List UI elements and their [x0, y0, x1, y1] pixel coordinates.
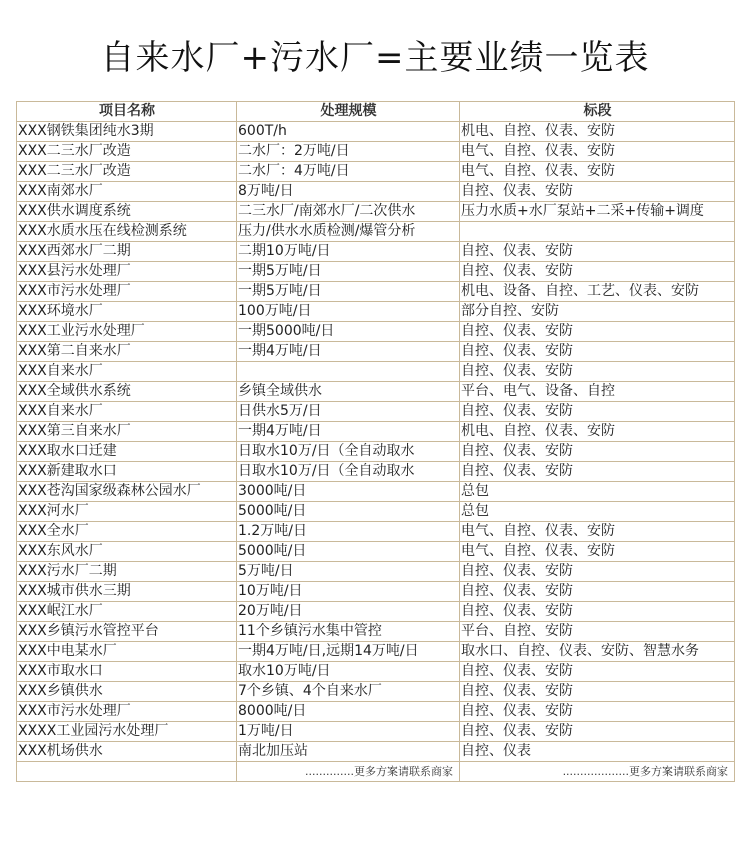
cell-bid-section: 自控、仪表、安防	[460, 462, 735, 482]
table-row	[17, 382, 735, 402]
table-row	[17, 142, 735, 162]
cell-bid-section: 自控、仪表、安防	[460, 682, 735, 702]
cell-processing-scale: 乡镇全域供水	[237, 382, 460, 402]
cell-project-name: XXX全水厂	[17, 522, 237, 542]
cell-project-name: XXX环境水厂	[17, 302, 237, 322]
cell-processing-scale: 二期10万吨/日	[237, 242, 460, 262]
cell-processing-scale: 一期4万吨/日	[237, 422, 460, 442]
cell-processing-scale: 10万吨/日	[237, 582, 460, 602]
cell-bid-section: 机电、设备、自控、工艺、仪表、安防	[460, 282, 735, 302]
footer-more-plans-note: ...................更多方案请联系商家	[460, 762, 735, 782]
cell-bid-section: 自控、仪表、安防	[460, 362, 735, 382]
header-bid-section: 标段	[460, 102, 735, 122]
cell-bid-section: 机电、自控、仪表、安防	[460, 422, 735, 442]
cell-bid-section: 电气、自控、仪表、安防	[460, 162, 735, 182]
cell-bid-section: 平台、电气、设备、自控	[460, 382, 735, 402]
cell-bid-section: 电气、自控、仪表、安防	[460, 142, 735, 162]
cell-project-name: XXX第二自来水厂	[17, 342, 237, 362]
cell-bid-section: 自控、仪表、安防	[460, 722, 735, 742]
table-row	[17, 602, 735, 622]
cell-bid-section: 平台、自控、安防	[460, 622, 735, 642]
table-row	[17, 402, 735, 422]
table-row	[17, 642, 735, 662]
cell-project-name: XXX苍沟国家级森林公园水厂	[17, 482, 237, 502]
cell-project-name: XXX污水厂二期	[17, 562, 237, 582]
cell-project-name: XXX第三自来水厂	[17, 422, 237, 442]
cell-bid-section: 电气、自控、仪表、安防	[460, 522, 735, 542]
cell-processing-scale: 取水10万吨/日	[237, 662, 460, 682]
table-row	[17, 422, 735, 442]
cell-project-name: XXX乡镇污水管控平台	[17, 622, 237, 642]
table-row	[17, 502, 735, 522]
cell-processing-scale: 3000吨/日	[237, 482, 460, 502]
cell-bid-section: 自控、仪表、安防	[460, 262, 735, 282]
cell-processing-scale: 南北加压站	[237, 742, 460, 762]
table-row	[17, 182, 735, 202]
cell-processing-scale: 一期5万吨/日	[237, 282, 460, 302]
table-row	[17, 622, 735, 642]
table-row	[17, 662, 735, 682]
table-body	[17, 122, 735, 762]
cell-bid-section: 自控、仪表、安防	[460, 242, 735, 262]
cell-processing-scale: 日供水5万/日	[237, 402, 460, 422]
table-row	[17, 162, 735, 182]
cell-project-name: XXX岷江水厂	[17, 602, 237, 622]
cell-project-name: XXX县污水处理厂	[17, 262, 237, 282]
cell-processing-scale: 一期4万吨/日,远期14万吨/日	[237, 642, 460, 662]
cell-bid-section: 机电、自控、仪表、安防	[460, 122, 735, 142]
cell-project-name: XXX东风水厂	[17, 542, 237, 562]
table-row	[17, 582, 735, 602]
cell-processing-scale: 一期5万吨/日	[237, 262, 460, 282]
cell-project-name: XXX自来水厂	[17, 402, 237, 422]
cell-processing-scale: 100万吨/日	[237, 302, 460, 322]
table-row	[17, 742, 735, 762]
cell-bid-section: 部分自控、安防	[460, 302, 735, 322]
table-row	[17, 482, 735, 502]
footer-cell-empty	[17, 762, 237, 782]
footer-more-plans-note: ..............更多方案请联系商家	[237, 762, 460, 782]
cell-project-name: XXX全域供水系统	[17, 382, 237, 402]
table-row	[17, 682, 735, 702]
table-row	[17, 362, 735, 382]
cell-processing-scale: 20万吨/日	[237, 602, 460, 622]
cell-processing-scale: 5000吨/日	[237, 542, 460, 562]
table-row	[17, 542, 735, 562]
cell-project-name: XXX自来水厂	[17, 362, 237, 382]
cell-project-name: XXX二三水厂改造	[17, 162, 237, 182]
page-title: 自来水厂+污水厂=主要业绩一览表	[100, 38, 650, 78]
cell-bid-section: 自控、仪表、安防	[460, 182, 735, 202]
cell-processing-scale: 二水厂：4万吨/日	[237, 162, 460, 182]
cell-processing-scale: 二三水厂/南郊水厂/二次供水	[237, 202, 460, 222]
cell-processing-scale: 日取水10万/日（全自动取水	[237, 442, 460, 462]
cell-bid-section: 电气、自控、仪表、安防	[460, 542, 735, 562]
cell-bid-section	[460, 222, 735, 242]
cell-processing-scale: 11个乡镇污水集中管控	[237, 622, 460, 642]
cell-processing-scale: 8万吨/日	[237, 182, 460, 202]
cell-bid-section: 自控、仪表、安防	[460, 442, 735, 462]
cell-project-name: XXX南郊水厂	[17, 182, 237, 202]
table-row	[17, 302, 735, 322]
performance-table	[16, 101, 735, 782]
table-row	[17, 262, 735, 282]
cell-project-name: XXX市污水处理厂	[17, 282, 237, 302]
cell-project-name: XXX河水厂	[17, 502, 237, 522]
cell-processing-scale: 1.2万吨/日	[237, 522, 460, 542]
table-row	[17, 722, 735, 742]
cell-bid-section: 取水口、自控、仪表、安防、智慧水务	[460, 642, 735, 662]
cell-processing-scale	[237, 362, 460, 382]
cell-project-name: XXX钢铁集团纯水3期	[17, 122, 237, 142]
table-row	[17, 342, 735, 362]
cell-processing-scale: 600T/h	[237, 122, 460, 142]
table-row	[17, 242, 735, 262]
header-project-name: 项目名称	[17, 102, 237, 122]
cell-processing-scale: 日取水10万/日（全自动取水	[237, 462, 460, 482]
cell-project-name: XXXX工业园污水处理厂	[17, 722, 237, 742]
table-row	[17, 122, 735, 142]
cell-project-name: XXX机场供水	[17, 742, 237, 762]
table-row	[17, 462, 735, 482]
cell-processing-scale: 5万吨/日	[237, 562, 460, 582]
cell-project-name: XXX市污水处理厂	[17, 702, 237, 722]
table-row	[17, 702, 735, 722]
table-row	[17, 202, 735, 222]
cell-bid-section: 自控、仪表、安防	[460, 602, 735, 622]
cell-project-name: XXX城市供水三期	[17, 582, 237, 602]
cell-project-name: XXX二三水厂改造	[17, 142, 237, 162]
cell-bid-section: 压力水质+水厂泵站+二采+传输+调度	[460, 202, 735, 222]
cell-bid-section: 自控、仪表、安防	[460, 322, 735, 342]
cell-project-name: XXX市取水口	[17, 662, 237, 682]
cell-bid-section: 自控、仪表、安防	[460, 582, 735, 602]
table-row	[17, 222, 735, 242]
cell-processing-scale: 1万吨/日	[237, 722, 460, 742]
table-row	[17, 322, 735, 342]
cell-bid-section: 自控、仪表、安防	[460, 562, 735, 582]
cell-project-name: XXX水质水压在线检测系统	[17, 222, 237, 242]
cell-bid-section: 总包	[460, 502, 735, 522]
cell-bid-section: 总包	[460, 482, 735, 502]
table-header-row	[17, 102, 735, 122]
cell-bid-section: 自控、仪表、安防	[460, 662, 735, 682]
cell-project-name: XXX新建取水口	[17, 462, 237, 482]
cell-bid-section: 自控、仪表、安防	[460, 342, 735, 362]
cell-processing-scale: 5000吨/日	[237, 502, 460, 522]
table-footer-row	[17, 762, 735, 782]
cell-processing-scale: 7个乡镇、4个自来水厂	[237, 682, 460, 702]
table-row	[17, 522, 735, 542]
cell-project-name: XXX供水调度系统	[17, 202, 237, 222]
cell-processing-scale: 压力/供水水质检测/爆管分析	[237, 222, 460, 242]
cell-processing-scale: 8000吨/日	[237, 702, 460, 722]
cell-project-name: XXX乡镇供水	[17, 682, 237, 702]
cell-project-name: XXX取水口迁建	[17, 442, 237, 462]
cell-project-name: XXX西郊水厂二期	[17, 242, 237, 262]
cell-bid-section: 自控、仪表、安防	[460, 702, 735, 722]
cell-bid-section: 自控、仪表、安防	[460, 402, 735, 422]
header-processing-scale: 处理规模	[237, 102, 460, 122]
table-row	[17, 562, 735, 582]
cell-processing-scale: 一期5000吨/日	[237, 322, 460, 342]
cell-processing-scale: 一期4万吨/日	[237, 342, 460, 362]
table-row	[17, 442, 735, 462]
cell-processing-scale: 二水厂：2万吨/日	[237, 142, 460, 162]
cell-bid-section: 自控、仪表	[460, 742, 735, 762]
cell-project-name: XXX中电某水厂	[17, 642, 237, 662]
table-row	[17, 282, 735, 302]
cell-project-name: XXX工业污水处理厂	[17, 322, 237, 342]
